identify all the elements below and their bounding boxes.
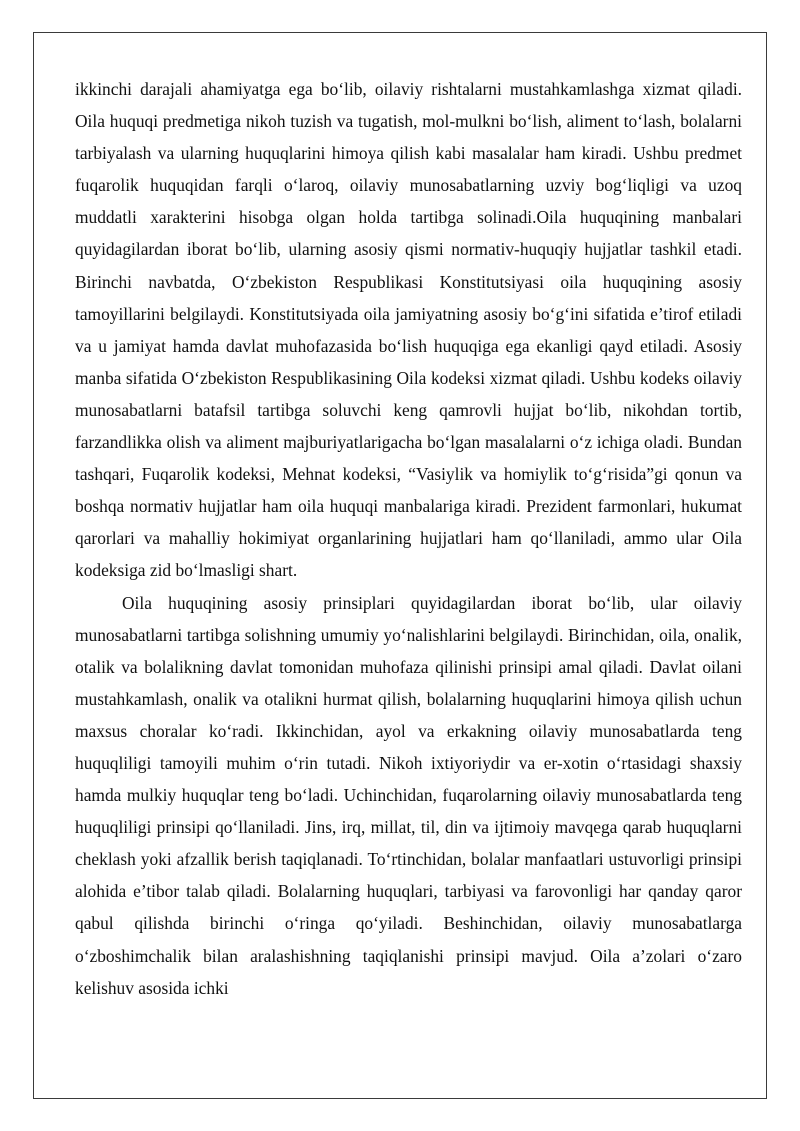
paragraph-sources: ikkinchi darajali ahamiyatga ega bo‘lib, oilaviy rishtalarni mustahkamlashga xizmat qiladi. Oila huquqi predmetiga nikoh tuzish va tugatish, mol-mulkni bo‘lish, aliment to‘lash, bolalarni tarbiyalash va ularning huquqlarini himoya qilish kabi masalalar ham kiradi. Ushbu predmet fuqarolik huquqidan farqli o‘laroq, oilaviy munosabatlarning uzviy bog‘liqligi va uzoq muddatli xarakterini hisobga olgan holda tartibga solinadi.Oila huquqining manbalari quyidagilardan iborat bo‘lib, ularning asosiy qismi normativ-huquqiy hujjatlar tashkil etadi. Birinchi navbatda, O‘zbekiston Respublikasi Konstitutsiyasi oila huquqining asosiy tamoyillarini belgilaydi. Konstitutsiyada oila jamiyatning asosiy bo‘g‘ini sifatida e’tirof etiladi va u jamiyat hamda davlat muhofazasida bo‘lish huquqiga ega ekanligi qayd etiladi. Asosiy manba sifatida O‘zbekiston Respublikasining Oila kodeksi xizmat qiladi. Ushbu kodeks oilaviy munosabatlarni batafsil tartibga soluvchi keng qamrovli hujjat bo‘lib, nikohdan tortib, farzandlikka olish va aliment majburiyatlarigacha bo‘lgan masalalarni o‘z ichiga oladi. Bundan tashqari, Fuqarolik kodeksi, Mehnat kodeksi, “Vasiylik va homiylik to‘g‘risida”gi qonun va boshqa normativ hujjatlar ham oila huquqi manbalariga kiradi. Prezident farmonlari, hukumat qarorlari va mahalliy hokimiyat organlarining hujjatlari ham qo‘llaniladi, ammo ular Oila kodeksiga zid bo‘lmasligi shart. <box>75 79 742 581</box>
document-body <box>75 73 742 1004</box>
paragraph-principles: Oila huquqining asosiy prinsiplari quyidagilardan iborat bo‘lib, ular oilaviy munosabatlarni tartibga solishning umumiy yo‘nalishlarini belgilaydi. Birinchidan, oila, onalik, otalik va bolalikning davlat tomonidan muhofaza qilinishi prinsipi amal qiladi. Davlat oilani mustahkamlash, onalik va otalikni hurmat qilish, bolalarning huquqlarini himoya qilish uchun maxsus choralar ko‘radi. Ikkinchidan, ayol va erkakning oilaviy munosabatlarda teng huquqliligi tamoyili muhim o‘rin tutadi. Nikoh ixtiyoriydir va er-xotin o‘rtasidagi shaxsiy hamda mulkiy huquqlar teng bo‘ladi. Uchinchidan, fuqarolarning oilaviy munosabatlarda teng huquqliligi prinsipi qo‘llaniladi. Jins, irq, millat, til, din va ijtimoiy mavqega qarab huquqlarni cheklash yoki afzallik berish taqiqlanadi. To‘rtinchidan, bolalar manfaatlari ustuvorligi prinsipi alohida e’tibor talab qiladi. Bolalarning huquqlari, tarbiyasi va farovonligi har qanday qaror qabul qilishda birinchi o‘ringa qo‘yiladi. Beshinchidan, oilaviy munosabatlarga o‘zboshimchalik bilan aralashishning taqiqlanishi prinsipi mavjud. Oila a’zolari o‘zaro kelishuv asosida ichki <box>75 592 742 998</box>
